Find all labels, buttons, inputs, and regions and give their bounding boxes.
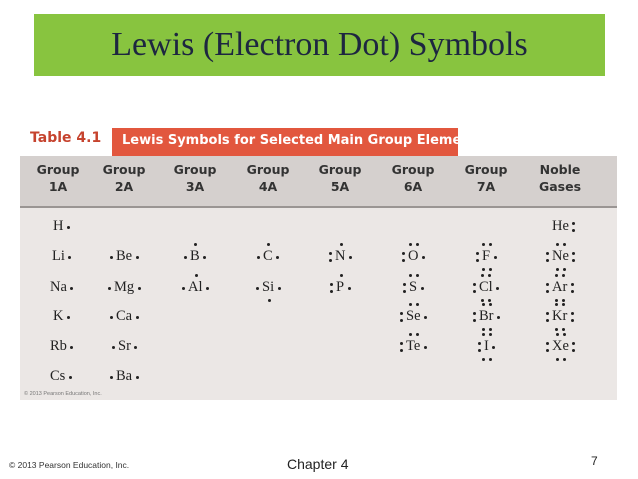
- valence-electron-dot: [268, 299, 271, 302]
- valence-electron-dot: [182, 287, 185, 290]
- column-header-line1: Group: [102, 162, 146, 177]
- valence-electron-dot: [267, 243, 270, 246]
- table-caption: Lewis Symbols for Selected Main Group Elements: [122, 133, 485, 148]
- valence-electron-dot: [546, 283, 549, 286]
- column-header-line1: Group: [391, 162, 435, 177]
- valence-electron-dot: [409, 333, 412, 336]
- valence-electron-dot: [409, 274, 412, 277]
- valence-electron-dot: [546, 252, 549, 255]
- table-copyright: © 2013 Pearson Education, Inc.: [24, 391, 102, 397]
- valence-electron-dot: [556, 268, 559, 271]
- valence-electron-dot: [112, 346, 115, 349]
- valence-electron-dot: [340, 274, 343, 277]
- column-header: [89, 161, 159, 195]
- element-symbol: Si: [262, 279, 275, 295]
- valence-electron-dot: [400, 319, 403, 322]
- valence-electron-dot: [482, 303, 485, 306]
- valence-electron-dot: [546, 319, 549, 322]
- valence-electron-dot: [403, 283, 406, 286]
- valence-electron-dot: [400, 342, 403, 345]
- lewis-symbol: [479, 307, 494, 327]
- valence-electron-dot: [138, 287, 141, 290]
- page-number: 7: [591, 454, 598, 468]
- valence-electron-dot: [400, 312, 403, 315]
- lewis-symbol: [52, 247, 65, 267]
- lewis-symbol: [552, 307, 568, 327]
- valence-electron-dot: [482, 243, 485, 246]
- valence-electron-dot: [571, 319, 574, 322]
- valence-electron-dot: [70, 287, 73, 290]
- lewis-symbol: [408, 247, 419, 267]
- valence-electron-dot: [203, 256, 206, 259]
- valence-electron-dot: [572, 349, 575, 352]
- valence-electron-dot: [416, 274, 419, 277]
- element-symbol: Br: [479, 308, 494, 324]
- lewis-symbol: [479, 278, 493, 298]
- valence-electron-dot: [424, 316, 427, 319]
- column-header: [233, 161, 303, 195]
- valence-electron-dot: [136, 256, 139, 259]
- valence-electron-dot: [257, 256, 260, 259]
- valence-electron-dot: [555, 303, 558, 306]
- valence-electron-dot: [555, 299, 558, 302]
- column-header: [378, 161, 448, 195]
- column-header: [451, 161, 521, 195]
- valence-electron-dot: [489, 303, 492, 306]
- column-header-line1: Group: [246, 162, 290, 177]
- valence-electron-dot: [488, 274, 491, 277]
- lewis-symbol: [50, 367, 66, 387]
- element-symbol: N: [335, 248, 346, 264]
- element-symbol: He: [552, 218, 569, 234]
- valence-electron-dot: [546, 312, 549, 315]
- valence-electron-dot: [402, 259, 405, 262]
- valence-electron-dot: [482, 358, 485, 361]
- valence-electron-dot: [497, 316, 500, 319]
- element-symbol: Xe: [552, 338, 569, 354]
- valence-electron-dot: [69, 376, 72, 379]
- valence-electron-dot: [489, 243, 492, 246]
- valence-electron-dot: [67, 316, 70, 319]
- valence-electron-dot: [276, 256, 279, 259]
- lewis-symbol: [263, 247, 273, 267]
- valence-electron-dot: [330, 283, 333, 286]
- valence-electron-dot: [409, 303, 412, 306]
- valence-electron-dot: [563, 243, 566, 246]
- valence-electron-dot: [572, 252, 575, 255]
- element-symbol: P: [336, 279, 345, 295]
- valence-electron-dot: [136, 376, 139, 379]
- lewis-symbol: [552, 217, 569, 237]
- element-symbol: Rb: [50, 338, 67, 354]
- valence-electron-dot: [489, 268, 492, 271]
- lewis-symbol: [53, 217, 64, 237]
- lewis-symbols-table: [20, 128, 617, 400]
- valence-electron-dot: [555, 328, 558, 331]
- element-symbol: K: [53, 308, 64, 324]
- valence-electron-dot: [482, 328, 485, 331]
- element-symbol: Se: [406, 308, 421, 324]
- element-symbol: Al: [188, 279, 203, 295]
- element-symbol: I: [484, 338, 489, 354]
- valence-electron-dot: [556, 358, 559, 361]
- valence-electron-dot: [476, 259, 479, 262]
- valence-electron-dot: [421, 287, 424, 290]
- lewis-symbol: [484, 337, 489, 357]
- valence-electron-dot: [110, 256, 113, 259]
- lewis-symbol: [190, 247, 200, 267]
- header-divider: [20, 206, 617, 208]
- column-header-line2: Gases: [538, 179, 582, 194]
- valence-electron-dot: [409, 243, 412, 246]
- table-number: Table 4.1: [30, 130, 102, 146]
- valence-electron-dot: [256, 287, 259, 290]
- valence-electron-dot: [348, 287, 351, 290]
- valence-electron-dot: [546, 259, 549, 262]
- valence-electron-dot: [556, 243, 559, 246]
- column-header-line1: Group: [36, 162, 80, 177]
- column-header-line2: 3A: [185, 179, 205, 194]
- element-symbol: B: [190, 248, 200, 264]
- column-header: [525, 161, 595, 195]
- valence-electron-dot: [473, 319, 476, 322]
- lewis-symbol: [406, 307, 421, 327]
- column-header-line1: Group: [464, 162, 508, 177]
- valence-electron-dot: [416, 303, 419, 306]
- element-symbol: Na: [50, 279, 67, 295]
- element-symbol: O: [408, 248, 419, 264]
- element-symbol: Kr: [552, 308, 568, 324]
- valence-electron-dot: [562, 274, 565, 277]
- lewis-symbol: [552, 337, 569, 357]
- lewis-symbol: [409, 278, 418, 298]
- valence-electron-dot: [206, 287, 209, 290]
- lewis-symbol: [552, 247, 569, 267]
- valence-electron-dot: [329, 252, 332, 255]
- element-symbol: Sr: [118, 338, 131, 354]
- lewis-symbol: [114, 278, 135, 298]
- valence-electron-dot: [562, 299, 565, 302]
- valence-electron-dot: [494, 256, 497, 259]
- column-header-line2: 5A: [330, 179, 350, 194]
- valence-electron-dot: [481, 274, 484, 277]
- lewis-symbol: [50, 337, 67, 357]
- valence-electron-dot: [489, 333, 492, 336]
- lewis-symbol: [406, 337, 421, 357]
- lewis-symbol: [188, 278, 203, 298]
- table-caption-box: [112, 128, 485, 156]
- column-header: [305, 161, 375, 195]
- lewis-symbol: [118, 337, 131, 357]
- valence-electron-dot: [489, 328, 492, 331]
- column-header-line1: Group: [173, 162, 217, 177]
- valence-electron-dot: [416, 333, 419, 336]
- valence-electron-dot: [330, 290, 333, 293]
- valence-electron-dot: [422, 256, 425, 259]
- element-symbol: Te: [406, 338, 421, 354]
- valence-electron-dot: [571, 312, 574, 315]
- lewis-symbol: [116, 307, 133, 327]
- column-header: [23, 161, 93, 195]
- column-header-line2: 7A: [476, 179, 496, 194]
- valence-electron-dot: [476, 252, 479, 255]
- valence-electron-dot: [546, 290, 549, 293]
- valence-electron-dot: [563, 333, 566, 336]
- valence-electron-dot: [572, 259, 575, 262]
- element-symbol: Cl: [479, 279, 493, 295]
- valence-electron-dot: [400, 349, 403, 352]
- valence-electron-dot: [492, 346, 495, 349]
- lewis-symbol: [336, 278, 345, 298]
- element-symbol: S: [409, 279, 418, 295]
- element-symbol: Ne: [552, 248, 569, 264]
- lewis-symbol: [262, 278, 275, 298]
- element-symbol: Li: [52, 248, 65, 264]
- element-symbol: Cs: [50, 368, 66, 384]
- lewis-symbol: [335, 247, 346, 267]
- lewis-symbol: [50, 278, 67, 298]
- valence-electron-dot: [473, 312, 476, 315]
- column-header-line1: Group: [318, 162, 362, 177]
- table-caption-row: [20, 128, 617, 156]
- column-header-line2: 4A: [258, 179, 278, 194]
- valence-electron-dot: [482, 268, 485, 271]
- valence-electron-dot: [546, 349, 549, 352]
- column-header-line2: 6A: [403, 179, 423, 194]
- valence-electron-dot: [572, 222, 575, 225]
- valence-electron-dot: [482, 333, 485, 336]
- element-symbol: Ca: [116, 308, 133, 324]
- column-header-line1: Noble: [539, 162, 581, 177]
- footer-copyright: © 2013 Pearson Education, Inc.: [9, 460, 130, 470]
- element-symbol: Be: [116, 248, 133, 264]
- valence-electron-dot: [278, 287, 281, 290]
- valence-electron-dot: [349, 256, 352, 259]
- valence-electron-dot: [563, 268, 566, 271]
- slide-title: Lewis (Electron Dot) Symbols: [111, 26, 528, 63]
- valence-electron-dot: [110, 316, 113, 319]
- valence-electron-dot: [194, 243, 197, 246]
- lewis-symbol: [482, 247, 491, 267]
- lewis-symbol: [116, 247, 133, 267]
- valence-electron-dot: [329, 259, 332, 262]
- valence-electron-dot: [496, 287, 499, 290]
- lewis-symbol: [552, 278, 568, 298]
- column-header-line2: 2A: [114, 179, 134, 194]
- table-header-row: [20, 156, 617, 206]
- valence-electron-dot: [571, 290, 574, 293]
- valence-electron-dot: [70, 346, 73, 349]
- valence-electron-dot: [571, 283, 574, 286]
- valence-electron-dot: [403, 290, 406, 293]
- valence-electron-dot: [478, 349, 481, 352]
- valence-electron-dot: [556, 333, 559, 336]
- element-symbol: H: [53, 218, 64, 234]
- element-symbol: C: [263, 248, 273, 264]
- title-banner: [34, 14, 605, 76]
- valence-electron-dot: [562, 303, 565, 306]
- valence-electron-dot: [424, 346, 427, 349]
- valence-electron-dot: [473, 290, 476, 293]
- valence-electron-dot: [489, 358, 492, 361]
- valence-electron-dot: [110, 376, 113, 379]
- valence-electron-dot: [555, 274, 558, 277]
- valence-electron-dot: [402, 252, 405, 255]
- valence-electron-dot: [136, 316, 139, 319]
- valence-electron-dot: [572, 342, 575, 345]
- valence-electron-dot: [481, 299, 484, 302]
- valence-electron-dot: [340, 243, 343, 246]
- column-header: [160, 161, 230, 195]
- valence-electron-dot: [67, 226, 70, 229]
- valence-electron-dot: [488, 299, 491, 302]
- valence-electron-dot: [195, 274, 198, 277]
- element-symbol: Mg: [114, 279, 135, 295]
- element-symbol: Ar: [552, 279, 568, 295]
- footer-chapter: Chapter 4: [287, 456, 349, 472]
- valence-electron-dot: [478, 342, 481, 345]
- lewis-symbol: [53, 307, 64, 327]
- valence-electron-dot: [562, 328, 565, 331]
- valence-electron-dot: [108, 287, 111, 290]
- element-symbol: Ba: [116, 368, 133, 384]
- valence-electron-dot: [563, 358, 566, 361]
- lewis-symbol: [116, 367, 133, 387]
- valence-electron-dot: [416, 243, 419, 246]
- valence-electron-dot: [473, 283, 476, 286]
- column-header-line2: 1A: [48, 179, 68, 194]
- valence-electron-dot: [572, 229, 575, 232]
- element-symbol: F: [482, 248, 491, 264]
- valence-electron-dot: [546, 342, 549, 345]
- valence-electron-dot: [134, 346, 137, 349]
- valence-electron-dot: [68, 256, 71, 259]
- valence-electron-dot: [184, 256, 187, 259]
